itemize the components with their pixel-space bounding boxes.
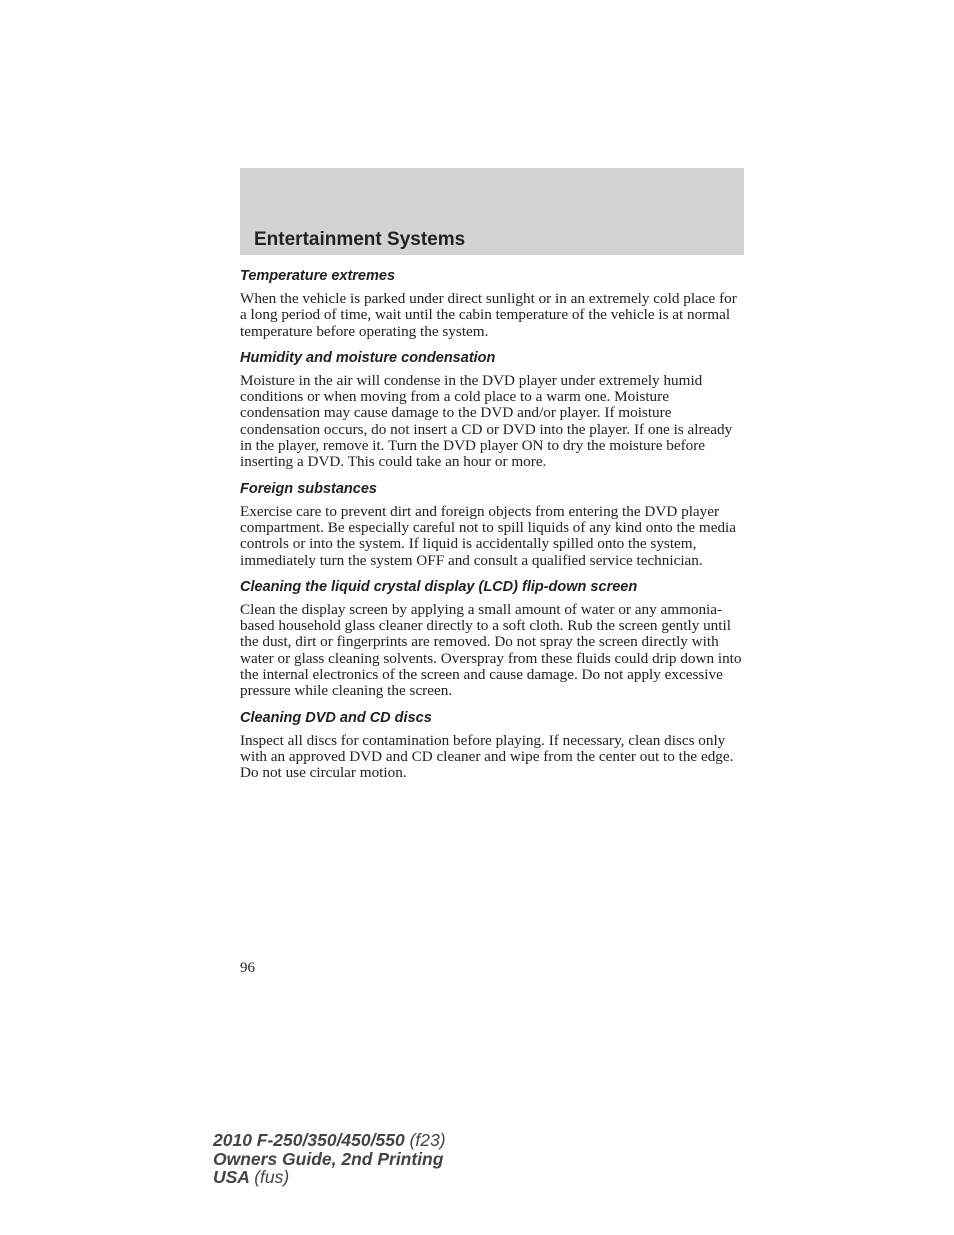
- footer-model-code: (f23): [409, 1130, 446, 1150]
- subheading-cleaning-lcd-screen: Cleaning the liquid crystal display (LCD) flip-down screen: [240, 578, 638, 595]
- document-footer: [213, 1131, 446, 1187]
- paragraph-humidity-condensation: Moisture in the air will condense in the DVD player under extremely humid conditions or when moving from a cold place to a warm one. Moisture condensation may cause damage to the DVD and/or player. If moisture condensation occurs, do not insert a CD or DVD into the player. If one is already in the player, remove it. Turn the DVD player ON to dry the moisture before inserting a DVD. This could take an hour or more.: [240, 371, 733, 471]
- paragraph-cleaning-lcd-screen: Clean the display screen by applying a small amount of water or any ammonia-based household glass cleaner directly to a soft cloth. Rub the screen gently until the dust, dirt or fingerprints are removed. Do not spray the screen directly with water or glass cleaning solvents. Overspray from these fluids could drip down into the internal electronics of the screen and cause damage. Do not apply excessive pressure while cleaning the screen.: [240, 600, 742, 700]
- footer-guide: Owners Guide, 2nd Printing: [213, 1148, 444, 1169]
- paragraph-temperature-extremes: When the vehicle is parked under direct sunlight or in an extremely cold place for a long period of time, wait until the cabin temperature of the vehicle is at normal temperature before operating the system.: [240, 290, 737, 340]
- paragraph-cleaning-discs: Inspect all discs for contamination before playing. If necessary, clean discs only with an approved DVD and CD cleaner and wipe from the center out to the edge. Do not use circular motion.: [240, 731, 734, 782]
- footer-line-model: [213, 1131, 446, 1150]
- subheading-temperature-extremes: Temperature extremes: [240, 268, 396, 284]
- section-header-band: [240, 168, 744, 255]
- page-number: 96: [240, 960, 255, 976]
- section-title: Entertainment Systems: [254, 229, 466, 250]
- footer-model: 2010 F-250/350/450/550: [213, 1130, 405, 1150]
- footer-line-market: [213, 1168, 446, 1187]
- subheading-foreign-substances: Foreign substances: [240, 480, 377, 497]
- footer-market-code: (fus): [254, 1167, 290, 1187]
- subheading-humidity-condensation: Humidity and moisture condensation: [240, 349, 496, 366]
- footer-market: USA: [213, 1167, 250, 1187]
- subheading-cleaning-discs: Cleaning DVD and CD discs: [240, 709, 432, 726]
- page-content: [240, 266, 746, 790]
- paragraph-foreign-substances: Exercise care to prevent dirt and foreign objects from entering the DVD player compartment. Be especially careful not to spill liquids of any kind onto the media controls or into the system. If liquid is accidentally spilled onto the system, immediately turn the system OFF and consult a qualified service technician.: [240, 502, 737, 569]
- footer-line-guide: [213, 1150, 446, 1169]
